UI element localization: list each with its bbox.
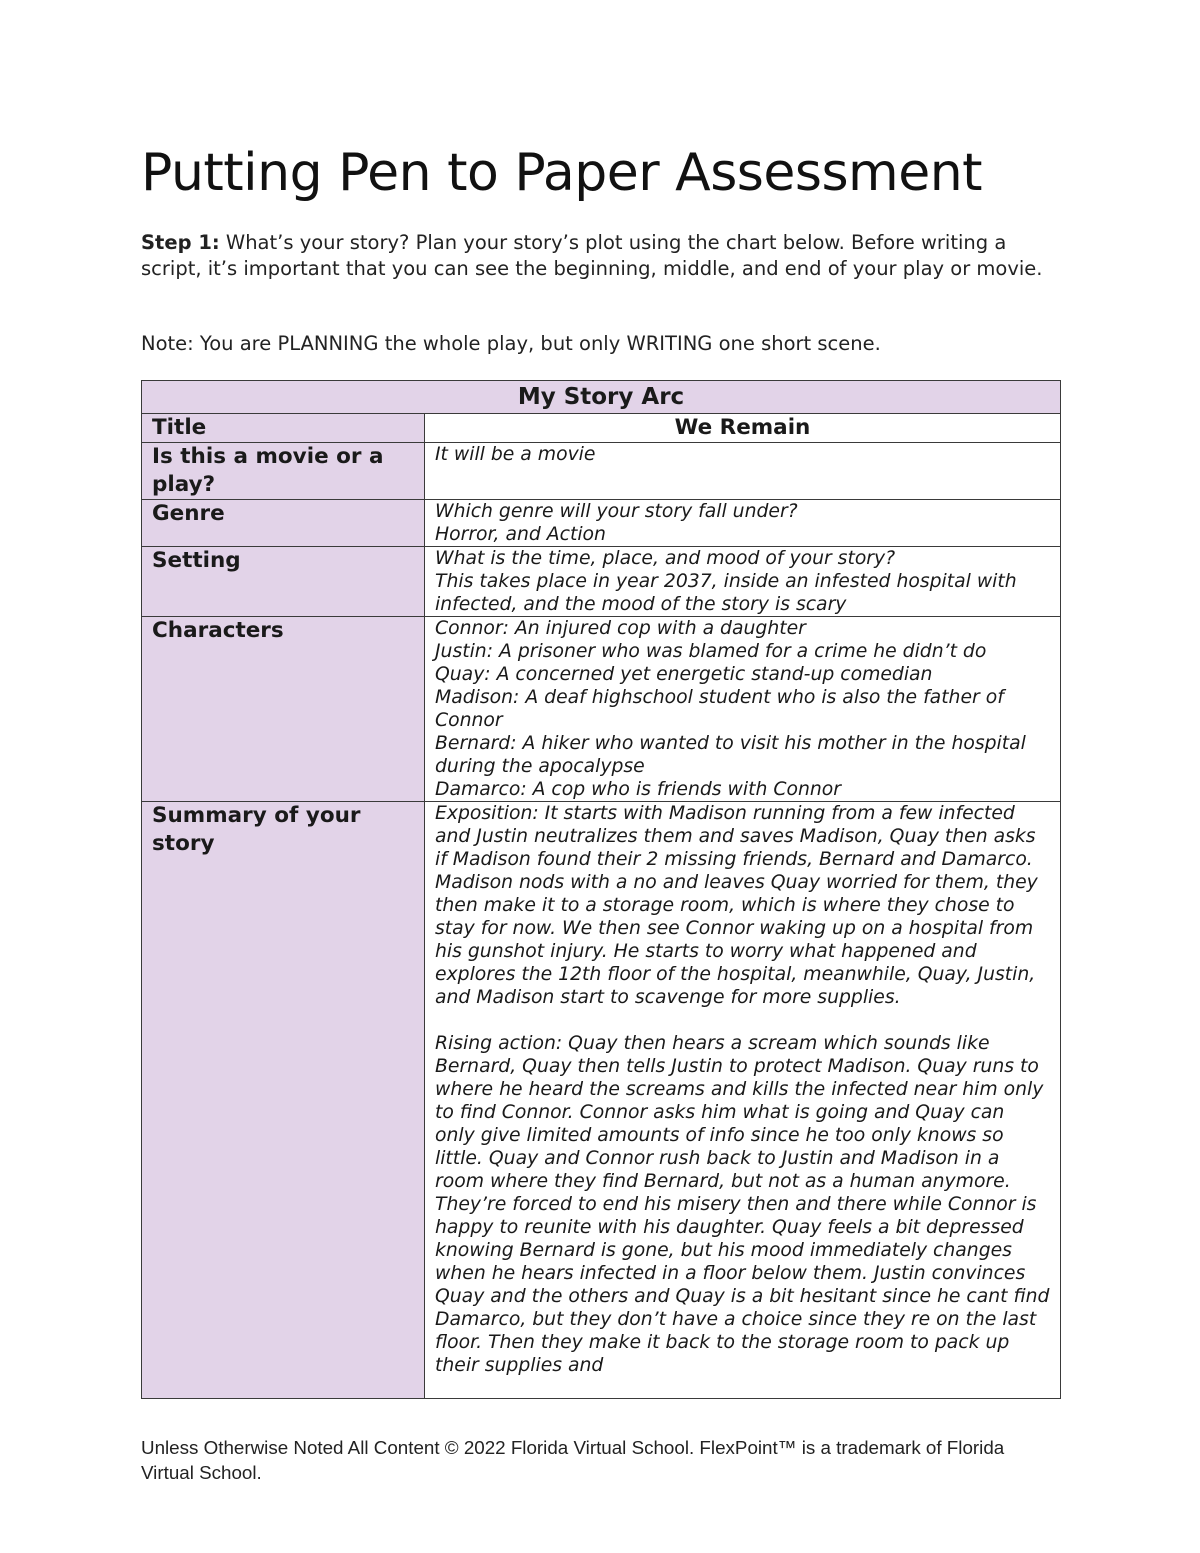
setting-prompt: What is the time, place, and mood of your story?	[435, 548, 896, 569]
step-label: Step 1:	[141, 231, 220, 254]
table-row-characters	[142, 617, 1061, 802]
copyright-footer: Unless Otherwise Noted All Content © 2022 Florida Virtual School. FlexPoint™ is a trademark of Florida Virtual School.	[141, 1437, 1005, 1483]
table-heading: My Story Arc	[142, 381, 1061, 414]
table-row-genre	[142, 500, 1061, 547]
title-value: We Remain	[425, 414, 1061, 443]
genre-value: Horror, and Action	[435, 524, 606, 545]
list-item: Damarco: A cop who is friends with Connor	[435, 779, 841, 800]
exposition-text: Exposition: It starts with Madison running from a few infected and Justin neutralizes them and saves Madison, Quay then asks if Madison found their 2 missing friends, Bernard and Damarco. Madison nods with a no and leaves Quay worried for them, they then make it to a storage room, which is where they chose to stay for now. We then see Connor waking up on a hospital from his gunshot injury. He starts to worry what happened and explores the 12th floor of the hospital, meanwhile, Quay, Justin, and Madison start to scavenge for more supplies.	[435, 803, 1038, 1008]
table-row-title	[142, 414, 1061, 443]
genre-cell	[425, 500, 1061, 547]
list-item: Madison: A deaf highschool student who is also the father of Connor	[435, 687, 1004, 731]
summary-cell	[425, 802, 1061, 1399]
list-item: Bernard: A hiker who wanted to visit his mother in the hospital during the apocalypse	[435, 733, 1026, 777]
characters-list	[425, 617, 1061, 802]
story-arc-table	[141, 380, 1061, 1399]
format-label: Is this a movie or a play?	[142, 443, 425, 500]
title-label: Title	[142, 414, 425, 443]
list-item: Justin: A prisoner who was blamed for a crime he didn’t do	[435, 641, 987, 662]
rising-action-text: Rising action: Quay then hears a scream which sounds like Bernard, Quay then tells Justin to protect Madison. Quay runs to where he heard the screams and kills the infected near him only to find Connor. Connor asks him what is going and Quay can only give limited amounts of info since he too only knows so little. Quay and Connor rush back to Justin and Madison in a room where they find Bernard, but not as a human anymore. They’re forced to end his misery then and there while Connor is happy to reunite with his daughter. Quay feels a bit depressed knowing Bernard is gone, but his mood immediately changes when he hears infected in a floor below them. Justin convinces Quay and the others and Quay is a bit hesitant since he cant find Damarco, but they don’t have a choice since they re on the last floor. Then they make it back to the storage room to pack up their supplies and	[435, 1033, 1050, 1376]
genre-label: Genre	[142, 500, 425, 547]
step-text: What’s your story? Plan your story’s plot using the chart below. Before writing a script, it’s important that you can see the beginning, middle, and end of your play or movie.	[141, 231, 1043, 280]
planning-note: Note: You are PLANNING the whole play, but only WRITING one short scene.	[141, 332, 881, 355]
page-title: Putting Pen to Paper Assessment	[141, 143, 983, 203]
setting-cell	[425, 547, 1061, 617]
setting-value: This takes place in year 2037, inside an infested hospital with infected, and the mood of the story is scary	[435, 571, 1017, 615]
table-heading-row	[142, 381, 1061, 414]
list-item: Quay: A concerned yet energetic stand-up comedian	[435, 664, 933, 685]
summary-label: Summary of your story	[142, 802, 425, 1399]
genre-prompt: Which genre will your story fall under?	[435, 501, 798, 522]
list-item: Connor: An injured cop with a daughter	[435, 618, 806, 639]
table-row-format	[142, 443, 1061, 500]
format-value: It will be a movie	[425, 443, 1061, 500]
table-row-summary	[142, 802, 1061, 1399]
table-row-setting	[142, 547, 1061, 617]
step-1-instructions	[141, 230, 1046, 282]
setting-label: Setting	[142, 547, 425, 617]
characters-label: Characters	[142, 617, 425, 802]
